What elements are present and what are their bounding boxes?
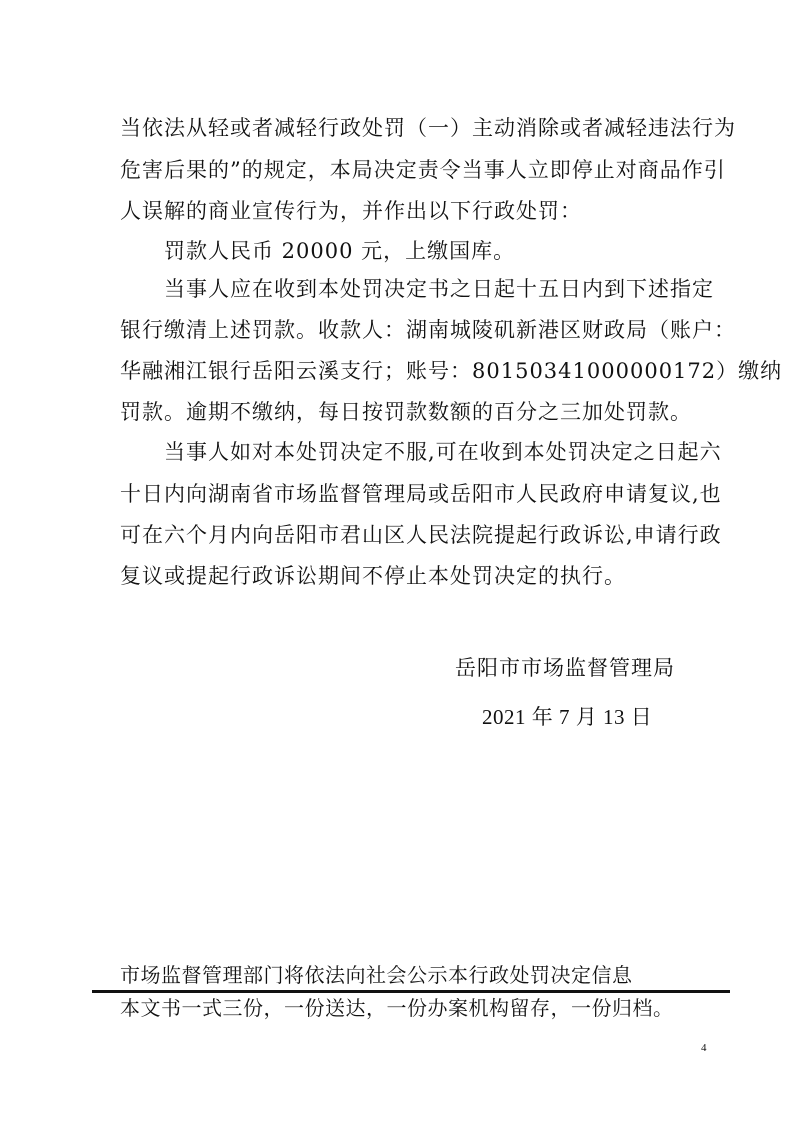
payment-line-3: 华融湘江银行岳阳云溪支行；账号：80150341000000172）缴纳 bbox=[120, 359, 783, 383]
page-number: 4 bbox=[701, 1042, 707, 1054]
payment-line-4: 罚款。逾期不缴纳，每日按罚款数额的百分之三加处罚款。 bbox=[120, 400, 692, 424]
paragraph-1-line-3: 人误解的商业宣传行为，并作出以下行政处罚： bbox=[120, 199, 582, 223]
copies-notice: 本文书一式三份，一份送达，一份办案机构留存，一份归档。 bbox=[120, 996, 674, 1020]
appeal-line-4: 复议或提起行政诉讼期间不停止本处罚决定的执行。 bbox=[120, 564, 626, 588]
disclosure-notice: 市场监督管理部门将依法向社会公示本行政处罚决定信息 bbox=[120, 963, 633, 987]
paragraph-1-line-2: 危害后果的”的规定，本局决定责令当事人立即停止对商品作引 bbox=[120, 158, 726, 182]
issue-date: 2021 年 7 月 13 日 bbox=[482, 705, 653, 729]
payment-line-2: 银行缴清上述罚款。收款人：湖南城陵矶新港区财政局（账户： bbox=[120, 318, 736, 342]
appeal-line-2: 十日内向湖南省市场监督管理局或岳阳市人民政府申请复议,也 bbox=[120, 482, 722, 506]
payment-line-1: 当事人应在收到本处罚决定书之日起十五日内到下述指定 bbox=[164, 277, 714, 301]
issuing-authority: 岳阳市市场监督管理局 bbox=[455, 656, 675, 680]
appeal-line-1: 当事人如对本处罚决定不服,可在收到本处罚决定之日起六 bbox=[164, 440, 722, 464]
appeal-line-3: 可在六个月内向岳阳市君山区人民法院提起行政诉讼,申请行政 bbox=[120, 523, 722, 547]
paragraph-1-line-1: 当依法从轻或者减轻行政处罚（一）主动消除或者减轻违法行为 bbox=[120, 116, 736, 140]
penalty-statement: 罚款人民币 20000 元，上缴国库。 bbox=[164, 239, 516, 263]
footer-divider bbox=[92, 990, 730, 993]
